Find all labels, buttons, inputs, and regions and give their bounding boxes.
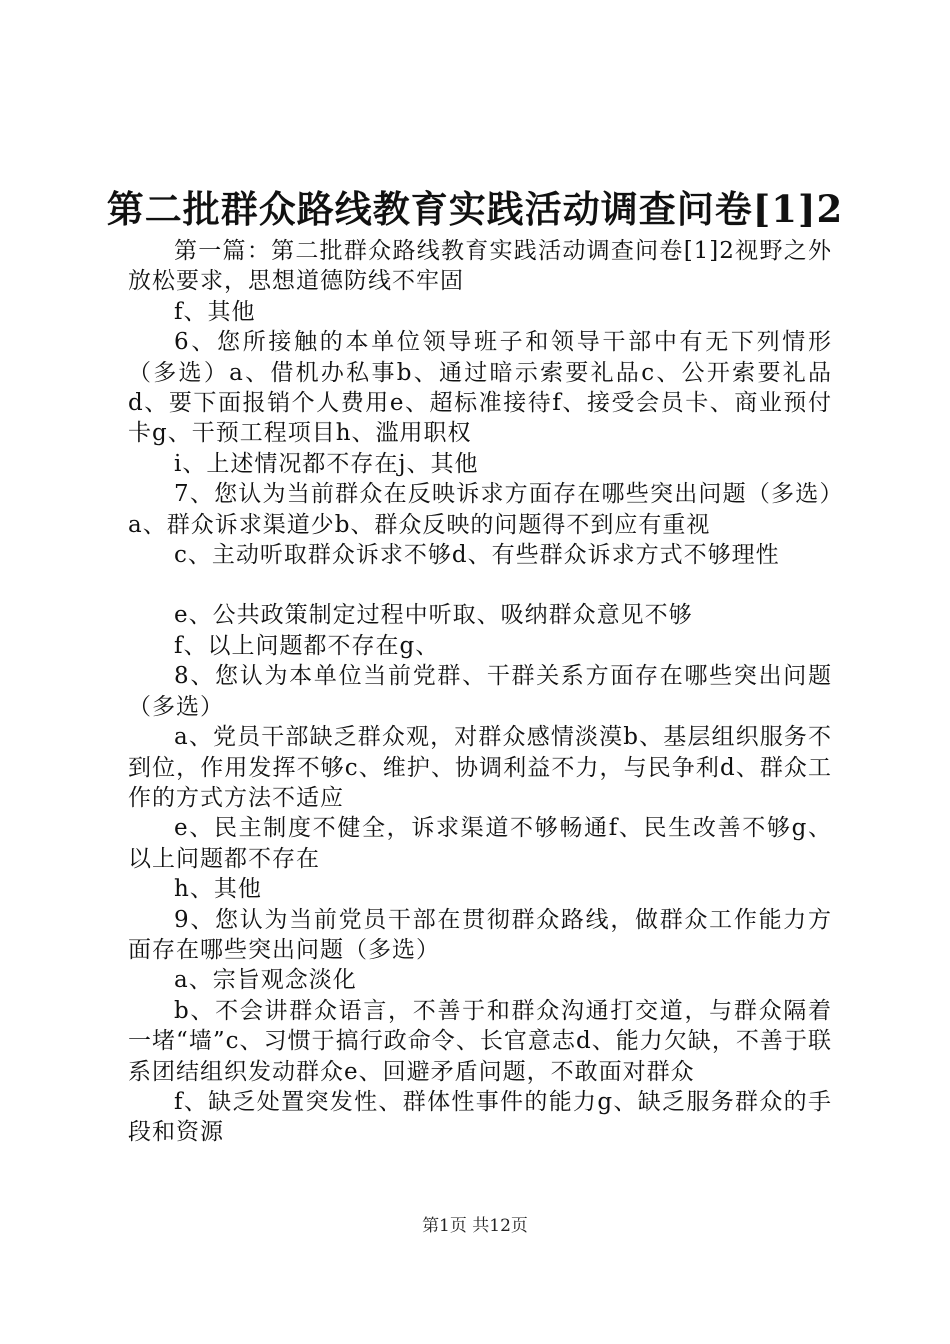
paragraph: b、不会讲群众语言，不善于和群众沟通打交道，与群众隔着一堵“墙”c、习惯于搞行政命令、长官意志d、能力欠缺，不善于联系团结组织发动群众e、回避矛盾问题，不敢面对群众 [128, 997, 832, 1085]
document-title: 第二批群众路线教育实践活动调查问卷[1]2 [106, 187, 844, 231]
page-footer: 第1页 共12页 [422, 1216, 528, 1236]
paragraph: f、以上问题都不存在g、 [174, 632, 440, 659]
paragraph: 7、您认为当前群众在反映诉求方面存在哪些突出问题（多选）a、群众诉求渠道少b、群众反映的问题得不到应有重视 [128, 481, 832, 538]
paragraph: a、党员干部缺乏群众观，对群众感情淡漠b、基层组织服务不到位，作用发挥不够c、维护、协调利益不力，与民争利d、群众工作的方式方法不适应 [128, 724, 832, 811]
paragraph: 第一篇：第二批群众路线教育实践活动调查问卷[1]2视野之外放松要求，思想道德防线不牢固 [128, 238, 832, 295]
paragraph-spacer [128, 570, 832, 600]
document-body [128, 236, 832, 1148]
paragraph: f、缺乏处置突发性、群体性事件的能力g、缺乏服务群众的手段和资源 [128, 1088, 832, 1146]
paragraph: 9、您认为当前党员干部在贯彻群众路线，做群众工作能力方面存在哪些突出问题（多选） [128, 906, 832, 963]
paragraph: i、上述情况都不存在j、其他 [174, 450, 479, 477]
paragraph: c、主动听取群众诉求不够d、有些群众诉求方式不够理性 [174, 542, 780, 569]
paragraph: e、民主制度不健全，诉求渠道不够畅通f、民生改善不够g、以上问题都不存在 [128, 815, 832, 872]
paragraph: h、其他 [174, 876, 262, 903]
paragraph: f、其他 [174, 298, 256, 325]
paragraph: a、宗旨观念淡化 [174, 967, 357, 994]
paragraph: e、公共政策制定过程中听取、吸纳群众意见不够 [174, 602, 693, 629]
paragraph: 6、您所接触的本单位领导班子和领导干部中有无下列情形（多选）a、借机办私事b、通过暗示索要礼品c、公开索要礼品d、要下面报销个人费用e、超标准接待f、接受会员卡、商业预付卡g、干预工程项目h、滥用职权 [128, 329, 832, 447]
paragraph: 8、您认为本单位当前党群、干群关系方面存在哪些突出问题（多选） [128, 663, 832, 720]
